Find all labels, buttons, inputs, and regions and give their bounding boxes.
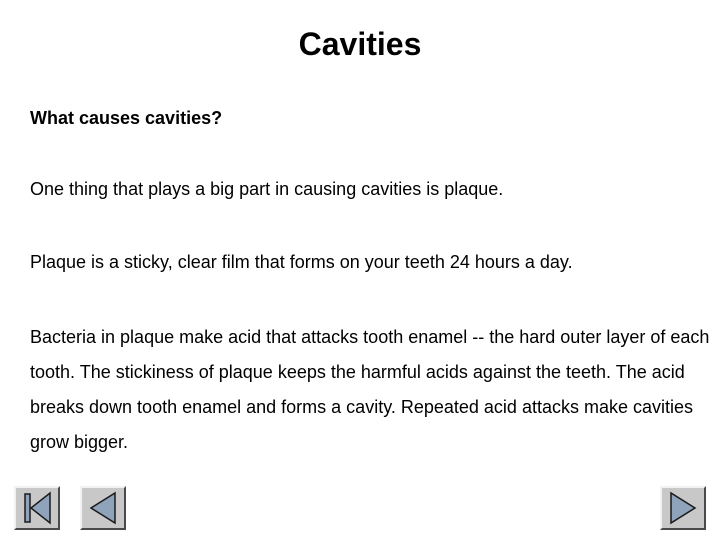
next-slide-icon — [662, 488, 704, 528]
paragraph-acid-explanation: Bacteria in plaque make acid that attacks tooth enamel -- the hard outer layer of each tooth. The stickiness of plaque keeps the harmful acids against the teeth. The acid breaks down tooth enamel and forms a cavity. Repeated acid attacks make cavities grow bigger. — [30, 327, 710, 452]
first-slide-button[interactable] — [14, 486, 60, 530]
next-slide-button[interactable] — [660, 486, 706, 530]
previous-slide-button[interactable] — [80, 486, 126, 530]
first-slide-icon — [16, 488, 58, 528]
question-heading: What causes cavities? — [30, 108, 223, 128]
previous-slide-icon — [82, 488, 124, 528]
paragraph-plaque-definition: Plaque is a sticky, clear film that forms on your teeth 24 hours a day. — [30, 252, 573, 272]
paragraph-plaque-intro: One thing that plays a big part in causing cavities is plaque. — [30, 179, 504, 199]
slide-title: Cavities — [298, 26, 422, 62]
